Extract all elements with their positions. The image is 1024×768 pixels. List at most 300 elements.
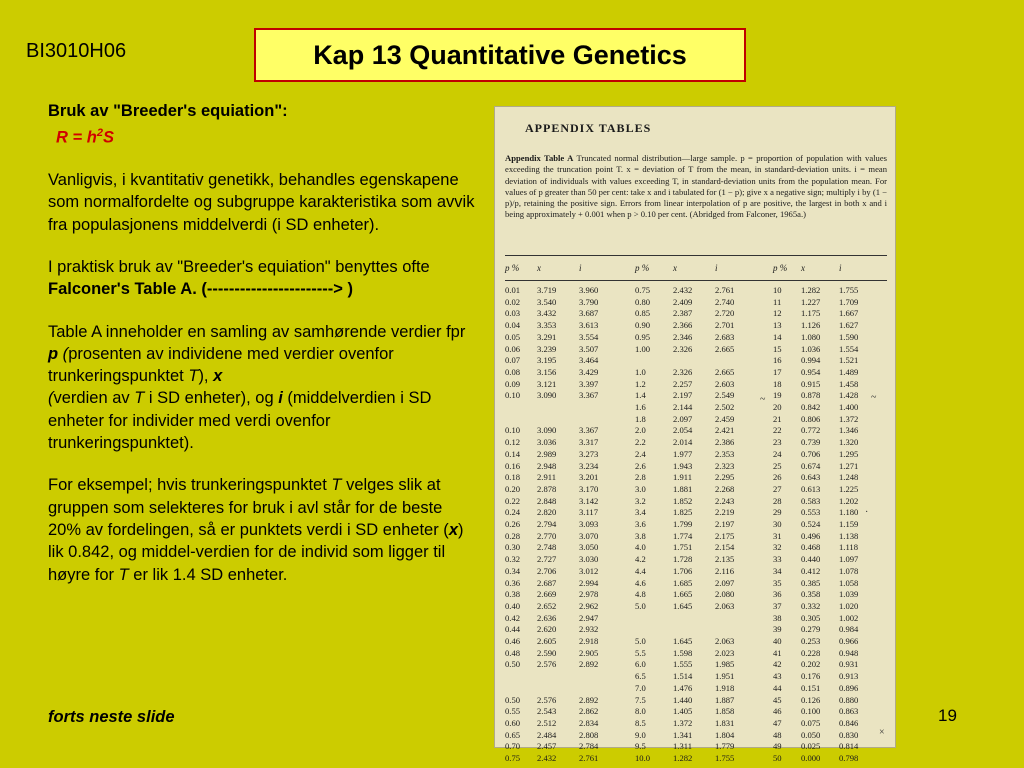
table-cell: 2.549 — [715, 390, 735, 401]
table-cell: 0.10 — [505, 390, 521, 401]
table-cell: 1.311 — [673, 741, 693, 752]
table-cell: 0.36 — [505, 577, 521, 588]
text-fragment: velges slik at gruppen som selekteres for bruk i avl står for de beste 20% av fordelingen, så er punktets verdi i SD enheter ( — [48, 476, 449, 539]
table-cell: 39 — [773, 624, 782, 635]
table-cell: 3.291 — [537, 331, 557, 342]
table-cell: 0.30 — [505, 542, 521, 553]
table-cell: 22 — [773, 425, 782, 436]
table-cell: 2.4 — [635, 448, 646, 459]
table-cell: 1.271 — [839, 460, 859, 471]
table-cell: 13 — [773, 320, 782, 331]
table-cell: 0.12 — [505, 437, 521, 448]
table-cell: 0.706 — [801, 448, 821, 459]
table-cell: 0.48 — [505, 647, 521, 658]
table-cell: 35 — [773, 577, 782, 588]
table-cell: 3.030 — [579, 554, 599, 565]
table-cell: 0.358 — [801, 589, 821, 600]
symbol-p: p — [48, 344, 59, 363]
table-cell: 2.144 — [673, 402, 693, 412]
table-cell: 7.0 — [635, 682, 646, 693]
table-cell: 2.948 — [537, 460, 557, 471]
table-cell: 44 — [773, 682, 782, 693]
table-cell: 1.627 — [839, 320, 859, 331]
table-cell: 2.989 — [537, 448, 557, 459]
table-cell: 4.6 — [635, 577, 646, 588]
table-cell: 0.02 — [505, 296, 521, 307]
table-cell: 0.34 — [505, 565, 521, 576]
table-cell: 0.468 — [801, 542, 821, 553]
table-cell: 0.994 — [801, 355, 821, 366]
table-cell: 0.772 — [801, 425, 821, 436]
table-cell: 1.985 — [715, 659, 735, 670]
table-cell: 3.429 — [579, 366, 599, 377]
table-rule — [505, 255, 887, 256]
table-cell: 2.080 — [715, 589, 735, 600]
table-cell: 0.14 — [505, 448, 521, 459]
table-cell: 2.576 — [537, 694, 557, 705]
table-cell: 2.484 — [537, 729, 557, 740]
table-cell: 1.320 — [839, 437, 859, 448]
table-caption — [505, 153, 887, 221]
table-cell: 1.554 — [839, 343, 859, 354]
table-cell: 0.025 — [801, 741, 821, 752]
table-cell: 7.5 — [635, 694, 646, 705]
table-cell: 1.080 — [801, 331, 821, 342]
table-cell: 3.273 — [579, 448, 599, 459]
table-cell: 0.798 — [839, 753, 859, 763]
table-cell: 2.459 — [715, 413, 735, 424]
table-cell: 1.521 — [839, 355, 859, 366]
table-cell: 2.219 — [715, 507, 735, 518]
table-cell: 0.65 — [505, 729, 521, 740]
table-cell: 3.507 — [579, 343, 599, 354]
table-cell: 38 — [773, 612, 782, 623]
course-code: BI3010H06 — [26, 40, 127, 62]
table-cell: 2.848 — [537, 495, 557, 506]
table-cell: 1.126 — [801, 320, 821, 331]
table-cell: 3.201 — [579, 472, 599, 483]
formula-exponent: 2 — [96, 127, 103, 140]
table-cell: 3.093 — [579, 519, 599, 529]
table-cell: 3.0 — [635, 483, 646, 494]
table-cell: 0.878 — [801, 390, 821, 401]
table-cell: 3.234 — [579, 460, 599, 471]
table-cell: 2.932 — [579, 624, 599, 635]
table-cell: 1.645 — [673, 600, 693, 611]
symbol-T: T — [118, 565, 129, 584]
table-cell: 3.170 — [579, 483, 599, 494]
table-cell: 1.476 — [673, 682, 693, 693]
table-cell: 2.326 — [673, 343, 693, 354]
table-cell: 2.295 — [715, 472, 735, 483]
table-cell: 2.421 — [715, 425, 735, 436]
table-cell: 1.804 — [715, 729, 735, 740]
table-cell: 3.367 — [579, 425, 599, 436]
table-cell: 1.405 — [673, 706, 693, 717]
table-cell: 1.706 — [673, 565, 693, 576]
table-cell: 2.457 — [537, 741, 557, 752]
table-cell: 1.887 — [715, 694, 735, 705]
table-cell: 9.0 — [635, 729, 646, 740]
table-cell: 0.85 — [635, 308, 651, 319]
table-cell: 0.42 — [505, 612, 521, 623]
table-cell: 0.412 — [801, 565, 821, 576]
table-cell: 3.687 — [579, 308, 599, 319]
table-cell: 0.44 — [505, 624, 521, 635]
table-cell: 1.799 — [673, 519, 693, 529]
table-cell: 2.063 — [715, 636, 735, 646]
table-cell: 2.834 — [579, 717, 599, 728]
table-cell: 36 — [773, 589, 782, 600]
table-cell: 2.590 — [537, 647, 557, 658]
table-cell: 2.605 — [537, 636, 557, 646]
table-cell: 1.555 — [673, 659, 693, 670]
table-cell: 3.719 — [537, 285, 557, 295]
section-heading: Bruk av "Breeder's equiation": — [48, 102, 288, 120]
table-cell: 0.863 — [839, 706, 859, 717]
table-cell: 0.75 — [505, 753, 521, 763]
caption-label: Appendix Table A — [505, 153, 574, 163]
table-cell: 0.18 — [505, 472, 521, 483]
table-cell: 0.332 — [801, 600, 821, 611]
table-cell: 1.118 — [839, 542, 859, 553]
table-cell: 3.317 — [579, 437, 599, 448]
table-cell: 3.554 — [579, 331, 599, 342]
table-cell: 2.8 — [635, 472, 646, 483]
falconer-text: I praktisk bruk av "Breeder's equiation" benyttes ofte — [48, 257, 430, 276]
table-cell: 1.138 — [839, 530, 859, 541]
table-cell: 0.176 — [801, 671, 821, 682]
table-cell: 1.755 — [839, 285, 859, 295]
table-cell: 1.6 — [635, 402, 646, 412]
table-cell: 1.831 — [715, 717, 735, 728]
table-cell: 2.197 — [673, 390, 693, 401]
table-cell: 0.613 — [801, 483, 821, 494]
table-cell: 2.014 — [673, 437, 693, 448]
table-cell: 1.346 — [839, 425, 859, 436]
table-cell: 2.701 — [715, 320, 735, 331]
table-cell: 0.228 — [801, 647, 821, 658]
table-cell: 49 — [773, 741, 782, 752]
column-header: i — [579, 263, 582, 273]
table-cell: 2.268 — [715, 483, 735, 494]
paragraph-example — [48, 474, 478, 585]
column-header: i — [715, 263, 718, 273]
table-cell: 0.279 — [801, 624, 821, 635]
table-cell: 4.2 — [635, 554, 646, 565]
table-cell: 2.257 — [673, 378, 693, 389]
table-cell: 3.195 — [537, 355, 557, 366]
table-cell: 2.706 — [537, 565, 557, 576]
table-cell: 33 — [773, 554, 782, 565]
text-fragment: ( — [48, 389, 54, 408]
table-rule — [505, 280, 887, 281]
table-cell: 47 — [773, 717, 782, 728]
table-cell: 0.08 — [505, 366, 521, 377]
table-cell: 2.947 — [579, 612, 599, 623]
table-cell: 2.820 — [537, 507, 557, 518]
table-cell: 1.728 — [673, 554, 693, 565]
table-cell: 0.830 — [839, 729, 859, 740]
table-cell: 0.09 — [505, 378, 521, 389]
text-fragment: verdien av — [53, 389, 135, 408]
paragraph-table-a — [48, 321, 478, 455]
table-cell: 1.282 — [801, 285, 821, 295]
table-cell: 15 — [773, 343, 782, 354]
table-cell: 2.770 — [537, 530, 557, 541]
table-cell: 1.248 — [839, 472, 859, 483]
table-cell: 3.142 — [579, 495, 599, 506]
table-cell: 0.50 — [505, 659, 521, 670]
table-cell: 1.400 — [839, 402, 859, 412]
table-cell: 0.202 — [801, 659, 821, 670]
table-cell: 1.295 — [839, 448, 859, 459]
table-cell: 1.977 — [673, 448, 693, 459]
table-cell: 1.002 — [839, 612, 859, 623]
table-cell: 3.4 — [635, 507, 646, 518]
table-cell: 2.135 — [715, 554, 735, 565]
symbol-x: x — [213, 367, 223, 386]
text-fragment: ), — [198, 367, 214, 386]
table-cell: 0.553 — [801, 507, 821, 518]
table-cell: 1.428 — [839, 390, 859, 401]
table-cell: 2.978 — [579, 589, 599, 600]
table-cell: 6.0 — [635, 659, 646, 670]
table-cell: 1.440 — [673, 694, 693, 705]
table-cell: 2.175 — [715, 530, 735, 541]
table-cell: 16 — [773, 355, 782, 366]
table-cell: 1.751 — [673, 542, 693, 553]
table-cell: 0.07 — [505, 355, 521, 366]
table-cell: 2.740 — [715, 296, 735, 307]
table-cell: 3.960 — [579, 285, 599, 295]
table-cell: 0.000 — [801, 753, 821, 763]
table-cell: 3.050 — [579, 542, 599, 553]
table-cell: 27 — [773, 483, 782, 494]
table-cell: 20 — [773, 402, 782, 412]
table-cell: 0.70 — [505, 741, 521, 752]
table-cell: 0.60 — [505, 717, 521, 728]
pen-mark: · — [865, 507, 869, 518]
table-cell: 3.090 — [537, 425, 557, 436]
table-cell: 1.00 — [635, 343, 651, 354]
table-cell: 0.06 — [505, 343, 521, 354]
table-cell: 3.613 — [579, 320, 599, 331]
table-cell: 11 — [773, 296, 782, 307]
table-cell: 0.22 — [505, 495, 521, 506]
table-cell: 0.583 — [801, 495, 821, 506]
table-cell: 0.814 — [839, 741, 859, 752]
table-cell: 0.10 — [505, 425, 521, 436]
table-cell: 0.050 — [801, 729, 821, 740]
table-cell: 4.4 — [635, 565, 646, 576]
table-cell: 0.253 — [801, 636, 821, 646]
table-cell: 41 — [773, 647, 782, 658]
table-cell: 2.154 — [715, 542, 735, 553]
slide-body — [48, 100, 478, 606]
table-cell: 2.727 — [537, 554, 557, 565]
table-cell: 1.175 — [801, 308, 821, 319]
table-cell: 0.954 — [801, 366, 821, 377]
table-cell: 1.372 — [839, 413, 859, 424]
table-cell: 1.685 — [673, 577, 693, 588]
table-cell: 2.023 — [715, 647, 735, 658]
table-cell: 2.366 — [673, 320, 693, 331]
table-cell: 2.665 — [715, 343, 735, 354]
column-header: x — [537, 263, 541, 273]
table-cell: 43 — [773, 671, 782, 682]
table-cell: 25 — [773, 460, 782, 471]
table-cell: 2.353 — [715, 448, 735, 459]
text-fragment: ) lik 0.842, og middel-verdien for de individ som ligger til høyre for — [48, 520, 464, 584]
table-cell: 17 — [773, 366, 782, 377]
table-cell: 3.464 — [579, 355, 599, 366]
table-cell: 0.075 — [801, 717, 821, 728]
table-cell: 31 — [773, 530, 782, 541]
table-cell: 0.38 — [505, 589, 521, 600]
table-cell: 3.012 — [579, 565, 599, 576]
table-cell: 21 — [773, 413, 782, 424]
table-cell: 0.80 — [635, 296, 651, 307]
table-cell: 2.387 — [673, 308, 693, 319]
table-cell: 5.0 — [635, 636, 646, 646]
table-cell: 2.543 — [537, 706, 557, 717]
table-cell: 2.878 — [537, 483, 557, 494]
column-header: p % — [773, 263, 788, 273]
table-cell: 2.116 — [715, 565, 735, 576]
table-cell: 5.5 — [635, 647, 646, 658]
table-cell: 1.372 — [673, 717, 693, 728]
text-fragment: i SD enheter), og — [144, 389, 279, 408]
table-cell: 2.794 — [537, 519, 557, 529]
table-cell: 1.458 — [839, 378, 859, 389]
table-cell: 2.669 — [537, 589, 557, 600]
table-cell: 2.097 — [673, 413, 693, 424]
table-cell: 1.881 — [673, 483, 693, 494]
table-cell: 37 — [773, 600, 782, 611]
table-cell: 1.020 — [839, 600, 859, 611]
pen-mark: × — [879, 727, 885, 738]
table-cell: 0.32 — [505, 554, 521, 565]
table-cell: 14 — [773, 331, 782, 342]
table-cell: 4.0 — [635, 542, 646, 553]
continued-note: forts neste slide — [48, 708, 175, 726]
table-cell: 1.665 — [673, 589, 693, 600]
table-cell: 0.50 — [505, 694, 521, 705]
table-cell: 2.761 — [579, 753, 599, 763]
table-cell: 1.911 — [673, 472, 693, 483]
table-cell: 2.720 — [715, 308, 735, 319]
table-cell: 2.784 — [579, 741, 599, 752]
table-cell: 2.063 — [715, 600, 735, 611]
table-cell: 2.892 — [579, 694, 599, 705]
paragraph-intro: Vanligvis, i kvantitativ genetikk, behandles egenskapene som normalfordelte og subgruppe karakteristika som avvik fra populasjonens middelverdi (i SD enheter). — [48, 171, 475, 234]
table-cell: 0.739 — [801, 437, 821, 448]
table-cell: 1.341 — [673, 729, 693, 740]
table-cell: 1.4 — [635, 390, 646, 401]
table-cell: 40 — [773, 636, 782, 646]
text-fragment: (middelverdien i SD enheter for individer med verdi ovenfor trunkeringspunktet). — [48, 389, 432, 453]
table-cell: 26 — [773, 472, 782, 483]
table-cell: 1.489 — [839, 366, 859, 377]
table-cell: 2.323 — [715, 460, 735, 471]
table-cell: 0.151 — [801, 682, 821, 693]
table-cell: 10.0 — [635, 753, 651, 763]
caption-text: Truncated normal distribution—large sample. p = proportion of population with values exceeding the truncation point T. x = deviation of T from the mean, in standard-deviation units. i = mean deviation of individuals with values exceeding T, in standard-deviation units from the population mean. For values of p greater than 50 per cent: take x and i tabulated for (1 − p); give x a negative sign; multiply i by (1 − p)/p, retaining the positive sign. Errors from linear interpolation of p are positive, the largest in both x and i being approximately + 0.001 when p > 0.10 per cent. (Abridged from Falconer, 1965a.) — [505, 153, 887, 220]
falconer-table-ref: Falconer's Table A. (-----------------------> ) — [48, 280, 353, 299]
table-cell: 3.117 — [579, 507, 599, 518]
table-cell: 2.683 — [715, 331, 735, 342]
table-cell: 0.842 — [801, 402, 821, 412]
table-cell: 6.5 — [635, 671, 646, 682]
table-cell: 2.054 — [673, 425, 693, 436]
table-cell: 3.8 — [635, 530, 646, 541]
table-cell: 1.918 — [715, 682, 735, 693]
table-cell: 1.943 — [673, 460, 693, 471]
paragraph-falconer — [48, 256, 478, 301]
table-cell: 1.598 — [673, 647, 693, 658]
table-cell: 1.058 — [839, 577, 859, 588]
column-header: p % — [505, 263, 520, 273]
table-cell: 0.46 — [505, 636, 521, 646]
table-cell: 30 — [773, 519, 782, 529]
table-cell: 1.667 — [839, 308, 859, 319]
symbol-i: i — [278, 389, 283, 408]
table-cell: 0.984 — [839, 624, 859, 635]
table-cell: 32 — [773, 542, 782, 553]
table-cell: 0.846 — [839, 717, 859, 728]
table-cell: 19 — [773, 390, 782, 401]
table-cell: 0.04 — [505, 320, 521, 331]
table-cell: 8.0 — [635, 706, 646, 717]
table-cell: 3.432 — [537, 308, 557, 319]
column-header: i — [839, 263, 842, 273]
table-cell: 1.858 — [715, 706, 735, 717]
symbol-T: T — [134, 389, 145, 408]
table-cell: 2.432 — [673, 285, 693, 295]
table-cell: 0.674 — [801, 460, 821, 471]
table-cell: 3.036 — [537, 437, 557, 448]
table-cell: 34 — [773, 565, 782, 576]
table-cell: 1.645 — [673, 636, 693, 646]
appendix-title: APPENDIX TABLES — [525, 121, 652, 135]
table-cell: 0.385 — [801, 577, 821, 588]
table-cell: 45 — [773, 694, 782, 705]
table-cell: 3.367 — [579, 390, 599, 401]
table-cell: 0.55 — [505, 706, 521, 717]
table-cell: 0.913 — [839, 671, 859, 682]
table-cell: 1.709 — [839, 296, 859, 307]
table-cell: 2.386 — [715, 437, 735, 448]
table-cell: 1.590 — [839, 331, 859, 342]
table-cell: 3.6 — [635, 519, 646, 529]
table-cell: 42 — [773, 659, 782, 670]
table-cell: 1.036 — [801, 343, 821, 354]
table-cell: 0.643 — [801, 472, 821, 483]
table-cell: 3.121 — [537, 378, 557, 389]
table-cell: 0.16 — [505, 460, 521, 471]
breeders-equation — [56, 122, 478, 149]
table-cell: 1.282 — [673, 753, 693, 763]
table-cell: 3.156 — [537, 366, 557, 377]
table-cell: 0.05 — [505, 331, 521, 342]
table-cell: 2.620 — [537, 624, 557, 635]
table-cell: 3.540 — [537, 296, 557, 307]
table-cell: 2.994 — [579, 577, 599, 588]
column-header: x — [801, 263, 805, 273]
table-cell: 46 — [773, 706, 782, 717]
table-cell: 0.806 — [801, 413, 821, 424]
